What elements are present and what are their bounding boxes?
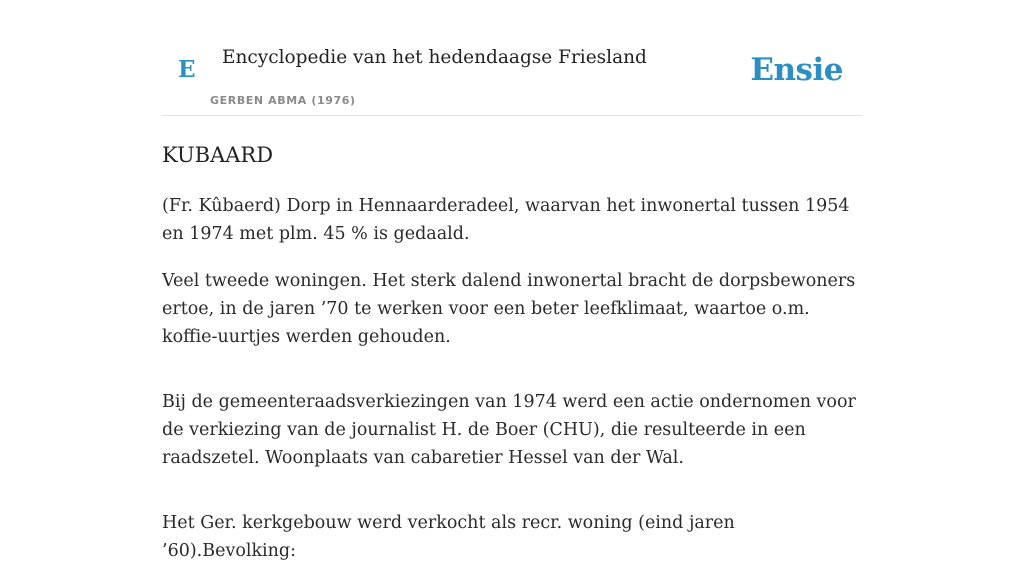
entry-paragraph: Bij de gemeenteraadsverkiezingen van 1974 werd een actie ondernomen voor de verkiezing van de journalist H. de Boer (CHU), die resulteerde in een raadszetel. Woonplaats van cabaretier Hessel van der Wal. xyxy=(162,392,856,468)
page xyxy=(162,0,862,561)
entry-paragraph: Veel tweede woningen. Het sterk dalend inwonertal bracht de dorpsbewoners ertoe, in de jaren ’70 te werken voor een beter leefklimaat, waartoe o.m. koffie-uurtjes werden gehouden. xyxy=(162,271,856,347)
book-author: GERBEN ABMA (1976) xyxy=(210,94,356,107)
entry-content xyxy=(162,192,862,584)
ensie-brand-logo[interactable]: Ensie xyxy=(750,52,843,88)
book-title-link[interactable]: Encyclopedie van het hedendaagse Friesland xyxy=(222,47,647,68)
entry-title: KUBAARD xyxy=(162,143,274,167)
book-header xyxy=(162,0,862,116)
entry-paragraph: (Fr. Kûbaerd) Dorp in Hennaarderadeel, waarvan het inwonertal tussen 1954 en 1974 met plm. 45 % is gedaald. xyxy=(162,196,850,244)
entry-paragraph: Het Ger. kerkgebouw werd verkocht als recr. woning (eind jaren ’60).Bevolking: xyxy=(162,513,735,561)
book-logo-icon[interactable]: E xyxy=(178,56,196,83)
